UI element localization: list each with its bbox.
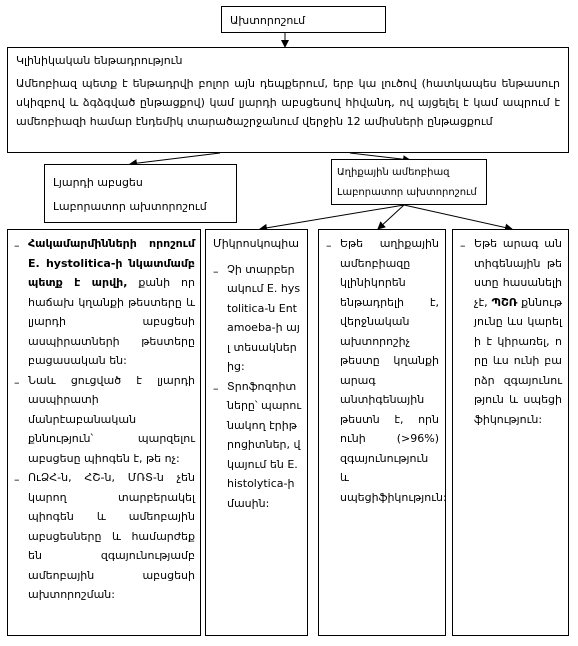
clinical-heading: Կլինիկական ենթադրություն [16,54,183,67]
arrow-to-col4 [404,205,512,229]
microbiology-text: Նաև ցուցված է լյարդի ասպիրատի մանրէաբանական քննություն՝ պարզելու աբսցեսը պիոգեն է, թե ոչ: [28,373,195,465]
serology-item-antibodies [14,234,195,371]
microscopy-item-trophozoites [213,377,302,514]
serology-item-imaging [14,468,195,605]
pcr-item [460,234,562,429]
antigen-test-column [318,229,446,636]
title-box [221,6,386,33]
liver-abscess-label: Լյարդի աբսցես [53,176,143,189]
liver-abscess-box [44,164,237,223]
microscopy-item-1-text: Չի տարբերակում E. hystolitica-ն Entamoeba-ի այլ տեսակներից: [227,262,301,373]
microscopy-heading: Միկրոսկոպիա [213,237,299,250]
clinical-text: Ամեոբիազ պետք է ենթադրվի բոլոր այն դեպքերում, երբ կա լուծով (հատկապես ենթասուր սկիզբով և ձգձգված ընթացքով) կամ լյարդի աբսցեսով հիվանդ, ով այցելել է կամ ապրում է ամեոբիազի համար էնդեմիկ տարածաշրջանում վերջին 12 ամիսների ընթացքում [16,77,560,128]
pcr-post-text: քննությունը ևս կարելի է կիրառել, որը ևս ունի բարձր զգայունություն և սպեցիֆիկություն: [474,295,562,426]
liver-lab-diagnosis-label: Լաբորատոր ախտորոշում [53,200,207,213]
antibodies-bold-text: Հակամարմինների որոշում E. hystolitica-ի նկատմամբ պետք է արվի, [28,237,195,289]
serology-item-microbiology [14,371,195,469]
arrow-to-liver [130,153,220,164]
antigen-test-text: Եթե աղիքային ամեոբիազը կլինիկորեն ենթադրելի է, վերջնական ախտորոշիչ թեստը կղանքի արագ անտիգենային թեստն է, որն ունի (>96%) զգայունություն և սպեցիֆիկություն: [340,237,447,504]
microscopy-item-2-text: Տրոֆոզոիտները՝ պարունակող էրիթրոցիտներ, վկայում են E. histolytica-ի մասին: [227,379,302,510]
pcr-column [452,229,569,636]
serology-column [7,229,201,636]
microscopy-item-nondistinguish [213,260,302,377]
microscopy-column [205,229,308,636]
intestinal-amoebiasis-label: Աղիքային ամեոբիազ [337,167,450,178]
pcr-pre-text: Եթե արագ անտիգենային թեստը հասանելի չէ, [474,237,562,309]
pcr-bold-text: ՊՇՌ [491,295,518,309]
clinical-suspicion-box [7,47,569,153]
title-text: Ախտորոշում [230,14,306,27]
intestinal-amoebiasis-box [331,159,487,205]
imaging-text: ՈւՁՀ-ն, ՀՇ-ն, ՄՌՏ-ն չեն կարող տարբերակել պիոգեն և ամեոբային աբսցեսները և համարժեք են զգայունությամբ ամեոբային աբսցեսի ախտորոշման: [28,471,195,601]
antigen-test-item [326,234,447,507]
antibodies-rest-text: քանի որ հաճախ կղանքի թեստերը և լյարդի աբսցեսի ասպիրատների թեստերը բացասական են: [28,276,195,367]
intestinal-lab-diagnosis-label: Լաբորատոր ախտորոշում [337,187,477,198]
